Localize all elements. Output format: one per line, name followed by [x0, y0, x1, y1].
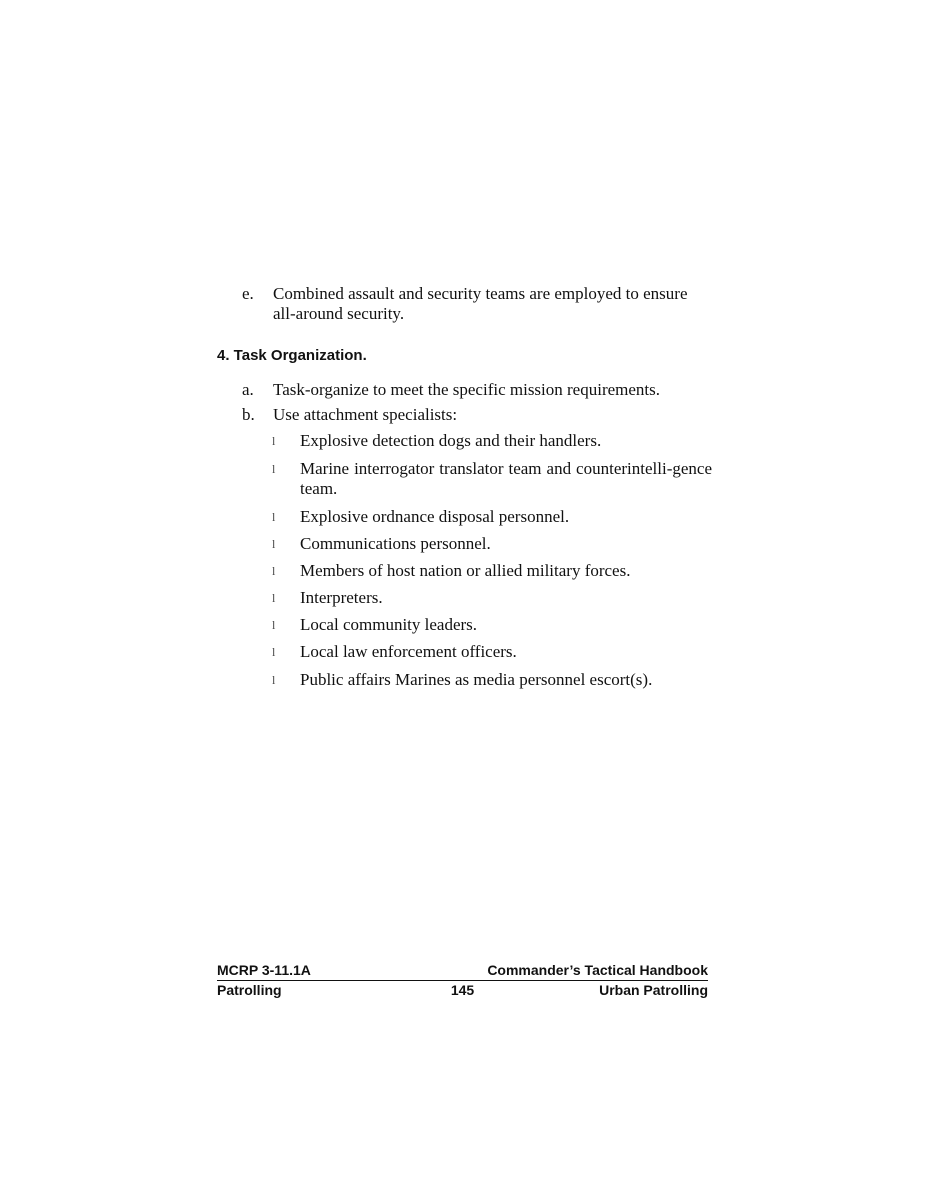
bullet-item [272, 507, 712, 527]
bullet-text: Interpreters. [300, 588, 383, 607]
list-marker: b. [242, 405, 255, 424]
bullet-text: Public affairs Marines as media personnel escort(s). [300, 670, 653, 689]
bullet-text: Members of host nation or allied military forces. [300, 561, 631, 580]
publication-number: MCRP 3-11.1A [217, 962, 311, 978]
bullet-item [272, 615, 712, 635]
page-number: 145 [450, 982, 475, 998]
bullet-marker: l [272, 673, 276, 687]
bullet-marker: l [272, 434, 276, 448]
bullet-text: Local law enforcement officers. [300, 642, 517, 661]
bullet-marker: l [272, 645, 276, 659]
chapter-name: Patrolling [217, 982, 282, 998]
bullet-text: Marine interrogator translator team and counterintelli-gence team. [300, 459, 712, 498]
bullet-text: Local community leaders. [300, 615, 478, 634]
list-item-text: Use attachment specialists: [273, 405, 458, 424]
section-heading: 4. Task Organization. [217, 347, 367, 364]
bullet-marker: l [272, 564, 276, 578]
list-item-a [242, 380, 712, 400]
bullet-item [272, 534, 712, 554]
bullet-marker: l [272, 591, 276, 605]
bullet-marker: l [272, 537, 276, 551]
bullet-item [272, 642, 712, 662]
bullet-text: Explosive detection dogs and their handlers. [300, 431, 602, 450]
list-item-text: Task-organize to meet the specific mission requirements. [273, 380, 661, 399]
list-marker: e. [242, 284, 254, 303]
bullet-text: Communications personnel. [300, 534, 491, 553]
bullet-item [272, 670, 712, 690]
bullet-item [272, 459, 712, 499]
footer-divider [217, 980, 708, 981]
bullet-text: Explosive ordnance disposal personnel. [300, 507, 570, 526]
list-item-b [242, 405, 712, 425]
handbook-title: Commander’s Tactical Handbook [487, 962, 708, 978]
bullet-marker: l [272, 618, 276, 632]
section-name: Urban Patrolling [599, 982, 708, 998]
bullet-marker: l [272, 462, 276, 476]
bullet-marker: l [272, 510, 276, 524]
list-marker: a. [242, 380, 254, 399]
list-item-text: Combined assault and security teams are employed to ensure all-around security. [273, 284, 688, 323]
bullet-item [272, 588, 712, 608]
list-item-e [242, 284, 712, 324]
bullet-item [272, 431, 712, 451]
bullet-item [272, 561, 712, 581]
